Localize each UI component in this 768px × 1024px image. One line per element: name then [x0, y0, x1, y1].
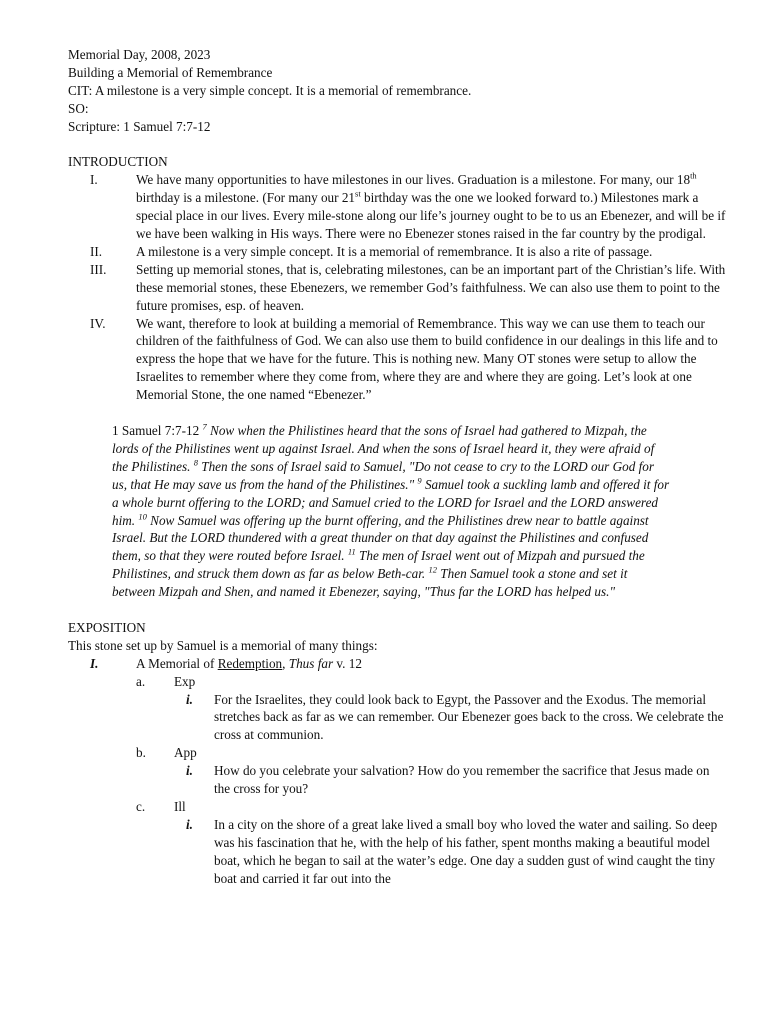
sub-point-label: App	[174, 745, 197, 761]
header-line-so: SO:	[68, 100, 89, 116]
sub-sub-point-marker: i.	[186, 763, 193, 779]
sub-point-marker: b.	[136, 745, 146, 761]
sub-point	[68, 673, 728, 691]
spacer	[68, 601, 728, 619]
intro-item	[68, 315, 728, 405]
point-text: A Memorial of Redemption, Thus far v. 12	[136, 655, 362, 671]
exposition-section	[68, 619, 728, 888]
header-line-cit: CIT: A milestone is a very simple concept. It is a memorial of remembrance.	[68, 82, 472, 98]
header-line-scripture: Scripture: 1 Samuel 7:7-12	[68, 118, 211, 134]
intro-item-text: Setting up memorial stones, that is, celebrating milestones, can be an important part of the Christian’s life. With these memorial stones, these Ebenezers, we remember God’s faithfulness. We can also use them to point to the future promises, esp. of heaven.	[136, 261, 726, 313]
sub-sub-point-marker: i.	[186, 691, 193, 707]
sub-sub-point-text: For the Israelites, they could look back to Egypt, the Passover and the Exodus. The memorial stretches back as far as we can remember. Our Ebenezer goes back to the cross. We celebrate the cross at communion.	[214, 691, 724, 743]
intro-item	[68, 171, 728, 243]
intro-item	[68, 261, 728, 315]
sub-point	[68, 744, 728, 762]
sub-point-label: Ill	[174, 799, 186, 815]
intro-item-text: We want, therefore to look at building a memorial of Remembrance. This way we can use them to teach our children of the faithfulness of God. We can also use them to build confidence in our dealings in this life and to express the hope that we have for the future. This is nothing new. Many OT stones were setup to allow the Israelites to remember where they come from, where they are and where they are going. Let’s look at one Memorial Stone, the one named “Ebenezer.”	[136, 315, 718, 403]
sub-point-label: Exp	[174, 673, 196, 689]
sub-sub-point-text: How do you celebrate your salvation? How do you remember the sacrifice that Jesus made on the cross for you?	[214, 763, 710, 797]
intro-item-number: III.	[90, 261, 107, 277]
sub-sub-point-marker: i.	[186, 816, 193, 832]
scripture-quote: 1 Samuel 7:7-12 $^7$ Now when the Philistines heard that the sons of Israel had gathered to Mizpah, the lords of the Philistines went up against Israel. And when the sons of Israel heard it, they were afraid of the Philistines. $^8$ Then the sons of Israel said to Samuel, "Do not cease to cry to the LORD our God for us, that He may save us from the hand of the Philistines." $^9$ Samuel took a suckling lamb and offered it for a whole burnt offering to the LORD; and Samuel cried to the LORD for Israel and the LORD answered him. $^{10}$ Now Samuel was offering up the burnt offering, and the Philistines drew near to battle against Israel. But the LORD thundered with a great thunder on that day against the Philistines and confused them, so that they were routed before Israel. $^{11}$ The men of Israel went out of Mizpah and pursued the Philistines, and struck them down as far as below Beth-car. $^{12}$ Then Samuel took a stone and set it between Mizpah and Shen, and named it Ebenezer, saying, "Thus far the LORD has helped us."	[112, 421, 670, 600]
sub-point	[68, 798, 728, 816]
sub-point-marker: c.	[136, 799, 146, 815]
spacer	[68, 404, 728, 422]
exposition-heading: EXPOSITION	[68, 619, 146, 635]
introduction-section	[68, 153, 728, 404]
sub-sub-point	[68, 691, 728, 745]
sub-sub-point	[68, 762, 728, 798]
spacer	[68, 136, 728, 154]
point-marker: I.	[90, 655, 99, 671]
intro-item	[68, 243, 728, 261]
exposition-intro: This stone set up by Samuel is a memorial of many things:	[68, 637, 378, 653]
introduction-heading: INTRODUCTION	[68, 154, 168, 170]
scripture-reference: 1 Samuel 7:7-12	[112, 423, 203, 438]
sub-sub-point-text: In a city on the shore of a great lake lived a small boy who loved the water and sailing. So deep was his fascination that he, with the help of his father, spent months making a beautiful model boat, which he began to sail at the water’s edge. One day a sudden gust of wind caught the tiny boat and carried it far out into the	[214, 816, 718, 886]
header-line-date: Memorial Day, 2008, 2023	[68, 47, 211, 62]
intro-item-number: IV.	[90, 315, 106, 331]
sub-sub-point	[68, 816, 728, 888]
intro-item-number: II.	[90, 243, 103, 259]
sub-point-marker: a.	[136, 673, 146, 689]
exposition-point	[68, 655, 728, 673]
intro-item-text: We have many opportunities to have milestones in our lives. Graduation is a milestone. For many, our 18th birthday is a milestone. (For many our 21st birthday was the one we looked forward to.) Milestones mark a special place in our lives. Every mile-stone along our life’s journey ought to be to us an Ebenezer, and will be if we have been walking in His ways. There were no Ebenezer stones raised in the far country by the prodigal.	[136, 170, 726, 242]
header-line-title: Building a Memorial of Remembrance	[68, 64, 273, 80]
intro-item-text: A milestone is a very simple concept. It is a memorial of remembrance. It is also a rite of passage.	[136, 243, 653, 259]
header-block	[68, 46, 728, 136]
intro-item-number: I.	[90, 172, 98, 188]
